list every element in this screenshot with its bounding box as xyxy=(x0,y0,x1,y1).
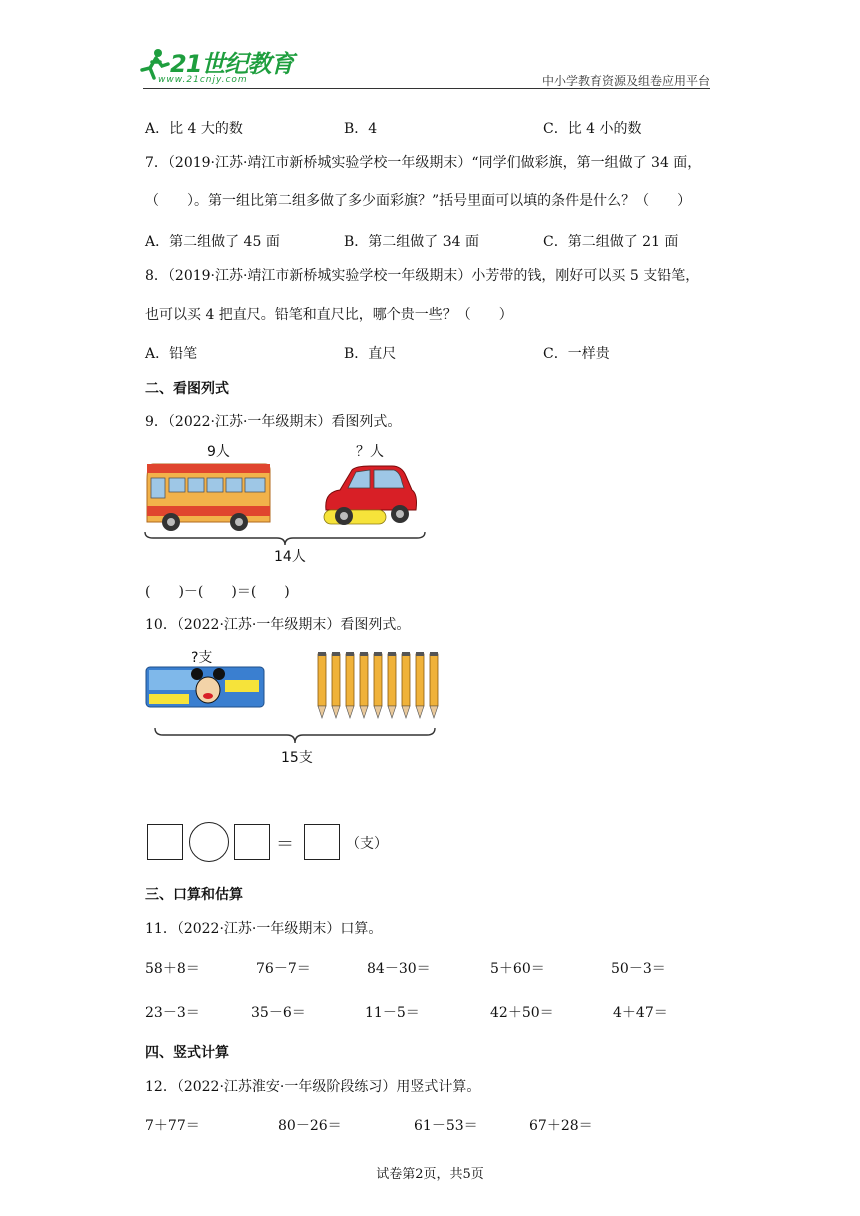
section-2-heading: 二、看图列式 xyxy=(145,381,229,397)
equals-sign: ＝ xyxy=(276,834,294,855)
mental-math-item: 23－3＝ xyxy=(145,1005,200,1021)
q7-option-b: B．第二组做了 34 面 xyxy=(344,234,480,250)
site-logo xyxy=(140,44,310,90)
q10-total-label: 15支 xyxy=(281,750,313,766)
vertical-calc-item: 7＋77＝ xyxy=(145,1118,200,1134)
operator-circle[interactable] xyxy=(189,822,229,862)
q6-option-a: A．比 4 大的数 xyxy=(145,121,243,137)
pencil-case-label: ?支 xyxy=(191,650,213,666)
q6-option-b: B．4 xyxy=(344,121,378,137)
q11-title: 11．（2022·江苏·一年级期末）口算。 xyxy=(145,921,383,937)
vertical-calc-item: 61－53＝ xyxy=(414,1118,478,1134)
vertical-calc-item: 80－26＝ xyxy=(278,1118,342,1134)
answer-box-2[interactable] xyxy=(234,824,270,860)
q7-line2: （ ）。第一组比第二组多做了多少面彩旗？”括号里面可以填的条件是什么？（ ） xyxy=(145,193,692,209)
section-4-heading: 四、竖式计算 xyxy=(145,1045,229,1061)
answer-box-1[interactable] xyxy=(147,824,183,860)
mental-math-item: 58＋8＝ xyxy=(145,961,200,977)
q8-line1: 8．（2019·江苏·靖江市新桥城实验学校一年级期末）小芳带的钱，刚好可以买 5 支铅笔， xyxy=(145,268,700,284)
q8-option-c: C．一样贵 xyxy=(543,346,610,362)
pencil-case-image xyxy=(145,666,265,708)
logo-url: www.21cnjy.com xyxy=(158,75,248,85)
q8-option-b: B．直尺 xyxy=(344,346,397,362)
mental-math-item: 35－6＝ xyxy=(251,1005,306,1021)
q6-option-c: C．比 4 小的数 xyxy=(543,121,642,137)
logo-text: 21世纪教育 xyxy=(170,50,294,78)
mental-math-item: 11－5＝ xyxy=(365,1005,420,1021)
bus-image xyxy=(143,460,273,532)
q8-option-a: A．铅笔 xyxy=(145,346,198,362)
q7-option-c: C．第二组做了 21 面 xyxy=(543,234,679,250)
car-image xyxy=(320,462,420,532)
header-divider xyxy=(143,88,710,89)
q12-title: 12．（2022·江苏淮安·一年级阶段练习）用竖式计算。 xyxy=(145,1079,481,1095)
platform-name: 中小学教育资源及组卷应用平台 xyxy=(541,74,710,88)
q9-total-label: 14人 xyxy=(274,549,306,565)
q9-title: 9．（2022·江苏·一年级期末）看图列式。 xyxy=(145,414,402,430)
q7-line1: 7．（2019·江苏·靖江市新桥城实验学校一年级期末）“同学们做彩旗，第一组做了 34 面， xyxy=(145,155,702,171)
section-3-heading: 三、口算和估算 xyxy=(145,887,243,903)
q8-line2: 也可以买 4 把直尺。铅笔和直尺比，哪个贵一些？（ ） xyxy=(145,307,513,323)
answer-box-3[interactable] xyxy=(304,824,340,860)
mental-math-item: 76－7＝ xyxy=(256,961,311,977)
q10-total-brace xyxy=(153,726,437,746)
car-label: ？人 xyxy=(356,444,384,460)
q9-equation: ( )－( )＝( ) xyxy=(145,584,290,600)
page-footer: 试卷第2页，共5页 xyxy=(376,1167,484,1182)
bus-label: 9人 xyxy=(207,444,230,460)
vertical-calc-item: 67＋28＝ xyxy=(529,1118,593,1134)
unit-label: （支） xyxy=(346,836,388,852)
q10-title: 10．（2022·江苏·一年级期末）看图列式。 xyxy=(145,617,411,633)
pencils-image xyxy=(314,650,444,722)
mental-math-item: 4＋47＝ xyxy=(613,1005,668,1021)
mental-math-item: 5＋60＝ xyxy=(490,961,545,977)
mental-math-item: 42＋50＝ xyxy=(490,1005,554,1021)
q7-option-a: A．第二组做了 45 面 xyxy=(145,234,280,250)
mental-math-item: 50－3＝ xyxy=(611,961,666,977)
mental-math-item: 84－30＝ xyxy=(367,961,431,977)
